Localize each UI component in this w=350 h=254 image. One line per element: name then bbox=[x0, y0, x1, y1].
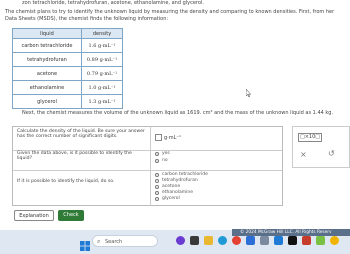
chrome-browser-icon[interactable] bbox=[232, 236, 241, 245]
table-cell-density: 1.0 g·mL⁻¹ bbox=[82, 81, 123, 95]
option-acetone-label: acetone bbox=[162, 184, 181, 189]
explanation-button[interactable]: Explanation bbox=[14, 210, 54, 221]
table-cell-density: 1.6 g·mL⁻¹ bbox=[82, 39, 123, 53]
table-cell-density: 0.79 g·mL⁻¹ bbox=[82, 67, 123, 81]
app-x-icon[interactable] bbox=[288, 236, 297, 245]
windows-start-icon[interactable] bbox=[80, 236, 90, 246]
measurement-text: Next, the chemist measures the volume of the unknown liquid as 1619. cm³ and the mass of the unknown liquid as 1.44 kg. bbox=[22, 110, 334, 116]
search-icon: ⌕ bbox=[97, 238, 101, 245]
radio-ethanolamine[interactable] bbox=[155, 191, 159, 195]
density-table bbox=[12, 28, 123, 109]
yellow-app-icon[interactable] bbox=[330, 236, 339, 245]
table-row bbox=[13, 67, 123, 81]
edge-browser-icon[interactable] bbox=[218, 236, 227, 245]
store-icon[interactable] bbox=[246, 236, 255, 245]
office-icon[interactable] bbox=[302, 236, 311, 245]
green-app-icon[interactable] bbox=[316, 236, 325, 245]
question-density-text: Calculate the density of the liquid. Be sure your answer has the correct number of significant digits. bbox=[17, 129, 145, 140]
radio-carbon-tetrachloride[interactable] bbox=[155, 173, 159, 177]
option-ethanolamine-label: ethanolamine bbox=[162, 190, 194, 195]
option-no-label: no bbox=[162, 158, 168, 163]
app-orb-icon[interactable] bbox=[176, 236, 185, 245]
word-icon[interactable] bbox=[274, 236, 283, 245]
table-header-density: density bbox=[82, 29, 123, 39]
table-row bbox=[13, 81, 123, 95]
taskbar-search-label: Search bbox=[105, 239, 123, 245]
question-which-liquid-text: If it is possible to identify the liquid, do so. bbox=[17, 179, 115, 184]
radio-glycerol[interactable] bbox=[155, 197, 159, 201]
table-cell-liquid: glycerol bbox=[13, 95, 82, 109]
radio-acetone[interactable] bbox=[155, 185, 159, 189]
question-identify-text: Given the data above, is it possible to identify the liquid? bbox=[17, 151, 132, 162]
clear-button[interactable]: × bbox=[300, 150, 307, 159]
header-line-3: Data Sheets (MSDS), the chemist finds the following information: bbox=[5, 16, 169, 22]
option-tetrahydrofuran-label: tetrahydrofuran bbox=[162, 178, 198, 183]
table-header-row bbox=[13, 29, 123, 39]
radio-yes[interactable] bbox=[155, 152, 159, 156]
check-button[interactable]: Check bbox=[58, 210, 84, 221]
option-glycerol-label: glycerol bbox=[162, 196, 180, 201]
mouse-cursor-icon bbox=[246, 82, 251, 90]
exponent-button[interactable]: □×10□ bbox=[300, 134, 320, 140]
table-row bbox=[13, 95, 123, 109]
option-yes-label: yes bbox=[162, 151, 170, 156]
density-unit-label: g·mL⁻¹ bbox=[164, 135, 182, 141]
table-cell-liquid: acetone bbox=[13, 67, 82, 81]
table-cell-density: 0.89 g·mL⁻¹ bbox=[82, 53, 123, 67]
mail-icon[interactable] bbox=[260, 236, 269, 245]
folder-icon[interactable] bbox=[204, 236, 213, 245]
terminal-icon[interactable] bbox=[190, 236, 199, 245]
undo-button[interactable]: ↺ bbox=[328, 149, 335, 158]
table-cell-liquid: ethanolamine bbox=[13, 81, 82, 95]
taskbar-search-box[interactable] bbox=[92, 235, 158, 247]
radio-tetrahydrofuran[interactable] bbox=[155, 179, 159, 183]
density-answer-input[interactable] bbox=[155, 134, 162, 141]
table-row bbox=[13, 53, 123, 67]
table-cell-density: 1.3 g·mL⁻¹ bbox=[82, 95, 123, 109]
table-cell-liquid: tetrahydrofuran bbox=[13, 53, 82, 67]
header-line-2: The chemist plans to try to identify the unknown liquid by measuring the density and comparing to known densities. First, from her bbox=[5, 9, 335, 15]
table-cell-liquid: carbon tetrachloride bbox=[13, 39, 82, 53]
copyright-text: © 2024 McGraw Hill LLC. All Rights Reserv bbox=[232, 229, 350, 236]
header-line-1: zon tetrachloride, tetrahydrofuran, acetone, ethanolamine, and glycerol. bbox=[22, 0, 204, 6]
option-carbon-tetrachloride-label: carbon tetrachloride bbox=[162, 172, 208, 177]
table-header-liquid: liquid bbox=[13, 29, 82, 39]
radio-no[interactable] bbox=[155, 159, 159, 163]
table-row bbox=[13, 39, 123, 53]
question-divider bbox=[150, 126, 151, 206]
